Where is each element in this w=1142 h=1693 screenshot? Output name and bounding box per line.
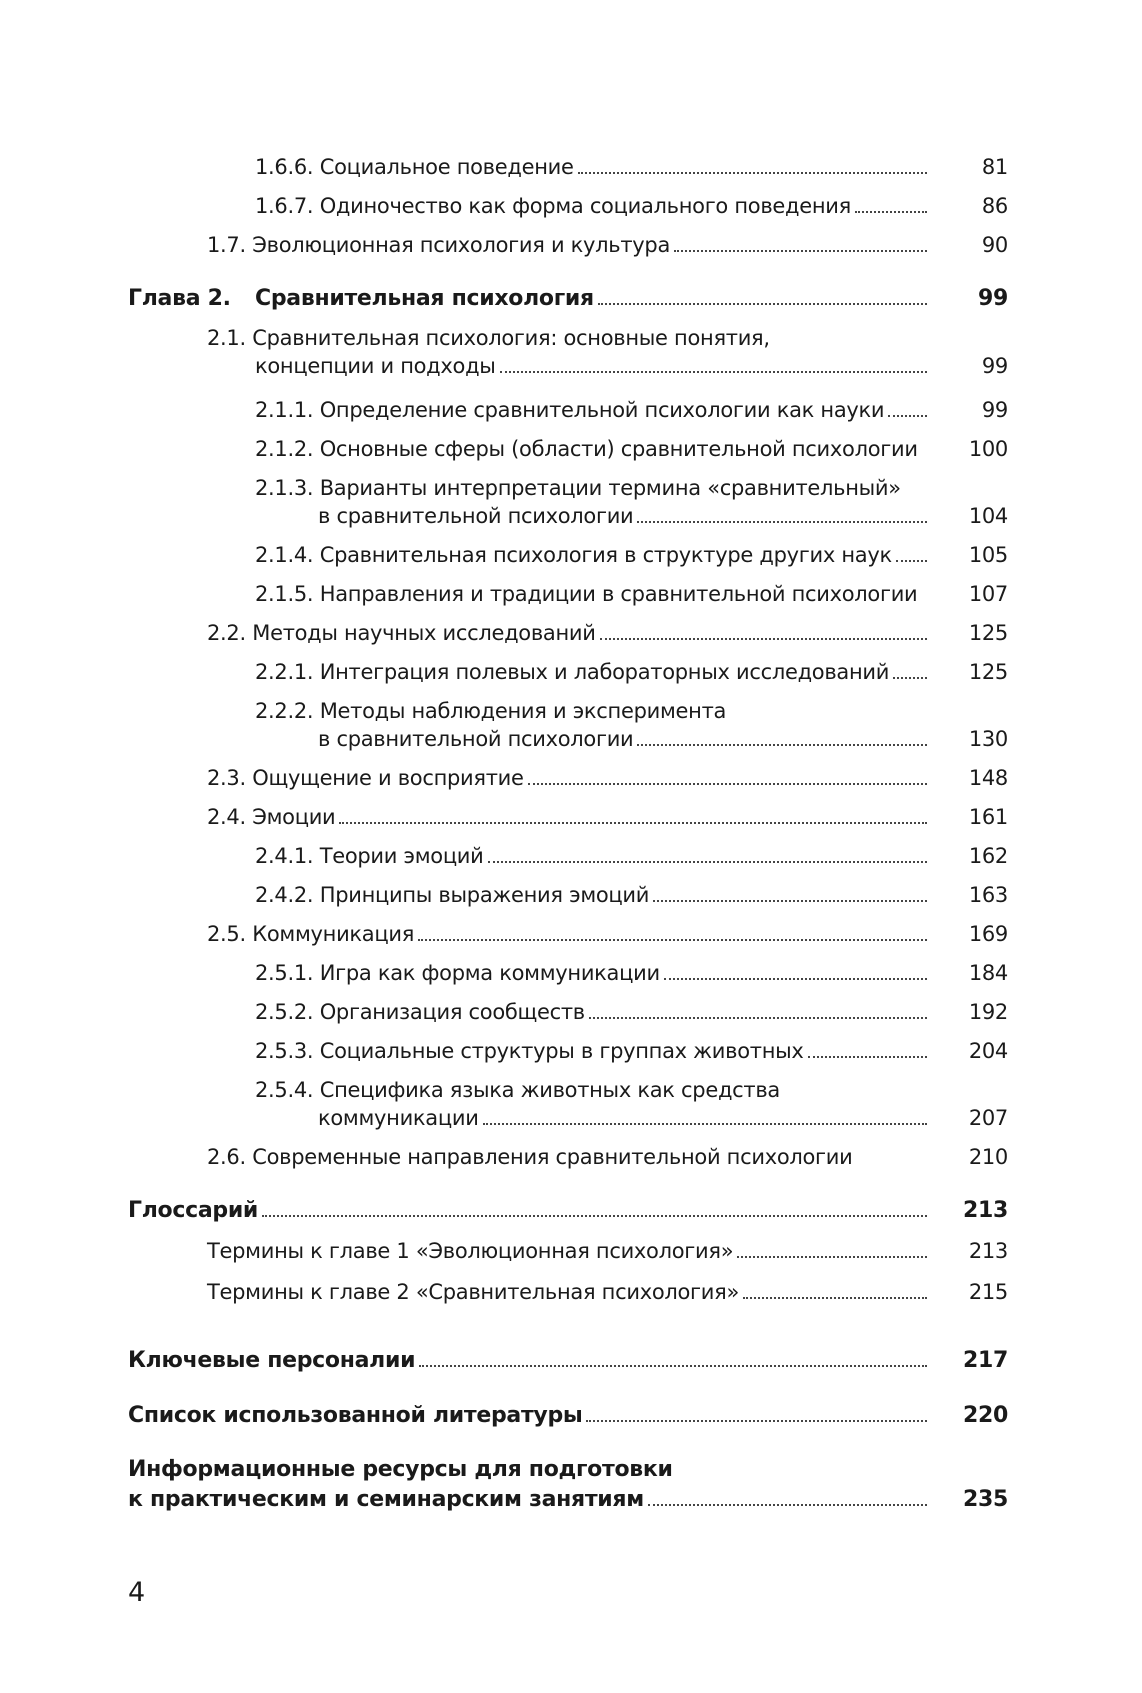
toc-title: Социальные структуры в группах животных: [319, 1039, 804, 1063]
toc-title: Ключевые персоналии: [128, 1348, 416, 1373]
toc-title-line2: в сравнительной психологии: [318, 504, 634, 528]
toc-title-line1: Варианты интерпретации термина «сравнительный»: [319, 476, 901, 500]
toc-title-line1: Методы наблюдения и эксперимента: [319, 699, 727, 723]
leader-dots: [586, 1420, 927, 1422]
toc-title: Определение сравнительной психологии как науки: [319, 398, 885, 422]
page-number: 4: [128, 1577, 146, 1608]
leader-dots: [488, 861, 927, 863]
toc-title: Современные направления сравнительной психологии: [252, 1145, 853, 1169]
toc-title: Игра как форма коммуникации: [319, 961, 660, 985]
toc-number: 2.2.2.: [255, 699, 314, 723]
toc-number: 2.4.2.: [255, 883, 314, 907]
toc-number: 2.1.5.: [255, 582, 314, 606]
leader-dots: [578, 172, 927, 174]
toc-page: 105: [968, 543, 1008, 567]
leader-dots: [598, 303, 927, 305]
toc-page: 204: [968, 1039, 1008, 1063]
toc-page: 125: [968, 621, 1008, 645]
toc-title: Термины к главе 2 «Сравнительная психология»: [207, 1280, 740, 1304]
leader-dots: [855, 211, 927, 213]
toc-number: 2.5.: [207, 922, 246, 946]
toc-number: 2.5.3.: [255, 1039, 314, 1063]
toc-page: 161: [968, 805, 1008, 829]
leader-dots: [418, 939, 927, 941]
toc-page: 86: [981, 194, 1008, 218]
toc-page: 100: [968, 437, 1008, 461]
toc-title-line1: Сравнительная психология: основные понятия,: [252, 326, 770, 350]
toc-page: 169: [968, 922, 1008, 946]
toc-page: 235: [962, 1487, 1008, 1512]
toc-page: 81: [981, 155, 1008, 179]
toc-title: Принципы выражения эмоций: [319, 883, 650, 907]
toc-number: 2.1.1.: [255, 398, 314, 422]
toc-number: 2.1.4.: [255, 543, 314, 567]
toc-title-line2: в сравнительной психологии: [318, 727, 634, 751]
toc-page: 148: [968, 766, 1008, 790]
leader-dots: [339, 822, 927, 824]
toc-number: 1.7.: [207, 233, 246, 257]
toc-page: 107: [968, 582, 1008, 606]
toc-number: 2.6.: [207, 1145, 246, 1169]
toc-title: Термины к главе 1 «Эволюционная психология»: [207, 1239, 734, 1263]
toc-number: 2.2.1.: [255, 660, 314, 684]
toc-title: Одиночество как форма социального поведения: [319, 194, 851, 218]
toc-page: 125: [968, 660, 1008, 684]
leader-dots: [483, 1123, 927, 1125]
leader-dots: [737, 1256, 927, 1258]
leader-dots: [888, 415, 927, 417]
toc-title: Сравнительная психология в структуре других наук: [319, 543, 892, 567]
leader-dots: [893, 677, 927, 679]
toc-title: Основные сферы (области) сравнительной психологии: [319, 437, 918, 461]
toc-page: 210: [968, 1145, 1008, 1169]
toc-title: Организация сообществ: [319, 1000, 585, 1024]
leader-dots: [500, 371, 927, 373]
toc-page: 220: [962, 1403, 1008, 1428]
leader-dots: [262, 1215, 927, 1217]
toc-page: 215: [968, 1280, 1008, 1304]
toc-number: 2.1.3.: [255, 476, 314, 500]
toc-number: 2.2.: [207, 621, 246, 645]
toc-title-line2: коммуникации: [318, 1106, 479, 1130]
toc-page: 162: [968, 844, 1008, 868]
toc-number: 2.5.2.: [255, 1000, 314, 1024]
toc-number: 2.1.: [207, 326, 246, 350]
toc-page: 99: [977, 286, 1008, 311]
toc-page: 130: [968, 727, 1008, 751]
toc-number: 2.5.4.: [255, 1078, 314, 1102]
toc-title-line2: концепции и подходы: [255, 354, 496, 378]
toc-page: 217: [962, 1348, 1008, 1373]
toc-number: 2.4.1.: [255, 844, 314, 868]
toc-page: 104: [968, 504, 1008, 528]
toc-page: 163: [968, 883, 1008, 907]
leader-dots: [674, 250, 927, 252]
toc-page: 207: [968, 1106, 1008, 1130]
leader-dots: [637, 521, 927, 523]
toc-title: Теории эмоций: [319, 844, 484, 868]
toc-page: 90: [981, 233, 1008, 257]
toc-page: 99: [981, 354, 1008, 378]
toc-title-line1: Информационные ресурсы для подготовки: [128, 1457, 673, 1482]
toc-page: 192: [968, 1000, 1008, 1024]
toc-title: Ощущение и восприятие: [252, 766, 524, 790]
leader-dots: [808, 1056, 927, 1058]
toc-title: Глоссарий: [128, 1198, 259, 1223]
toc-title-line1: Специфика языка животных как средства: [319, 1078, 780, 1102]
toc-title: Направления и традиции в сравнительной психологии: [319, 582, 918, 606]
leader-dots: [653, 900, 927, 902]
toc-number: Глава 2.: [128, 286, 231, 311]
toc-title-line2: к практическим и семинарским занятиям: [128, 1487, 644, 1512]
toc-page: 213: [968, 1239, 1008, 1263]
toc-title: Список использованной литературы: [128, 1403, 583, 1428]
toc-title: Интеграция полевых и лабораторных исследований: [319, 660, 890, 684]
leader-dots: [664, 978, 927, 980]
toc-title: Коммуникация: [252, 922, 415, 946]
toc-number: 2.1.2.: [255, 437, 314, 461]
toc-number: 2.4.: [207, 805, 246, 829]
leader-dots: [528, 783, 927, 785]
leader-dots: [648, 1504, 927, 1506]
toc-page: 184: [968, 961, 1008, 985]
toc-title: Сравнительная психология: [255, 286, 594, 311]
leader-dots: [600, 638, 927, 640]
toc-number: 2.3.: [207, 766, 246, 790]
toc-title: Методы научных исследований: [252, 621, 596, 645]
toc-title: Социальное поведение: [319, 155, 574, 179]
leader-dots: [589, 1017, 927, 1019]
leader-dots: [743, 1297, 927, 1299]
toc-number: 1.6.6.: [255, 155, 314, 179]
toc-title: Эмоции: [252, 805, 336, 829]
leader-dots: [637, 744, 927, 746]
toc-page: 213: [962, 1198, 1008, 1223]
toc-number: 1.6.7.: [255, 194, 314, 218]
leader-dots: [896, 560, 927, 562]
toc-page: 99: [981, 398, 1008, 422]
toc-title: Эволюционная психология и культура: [252, 233, 671, 257]
leader-dots: [419, 1365, 927, 1367]
toc-number: 2.5.1.: [255, 961, 314, 985]
